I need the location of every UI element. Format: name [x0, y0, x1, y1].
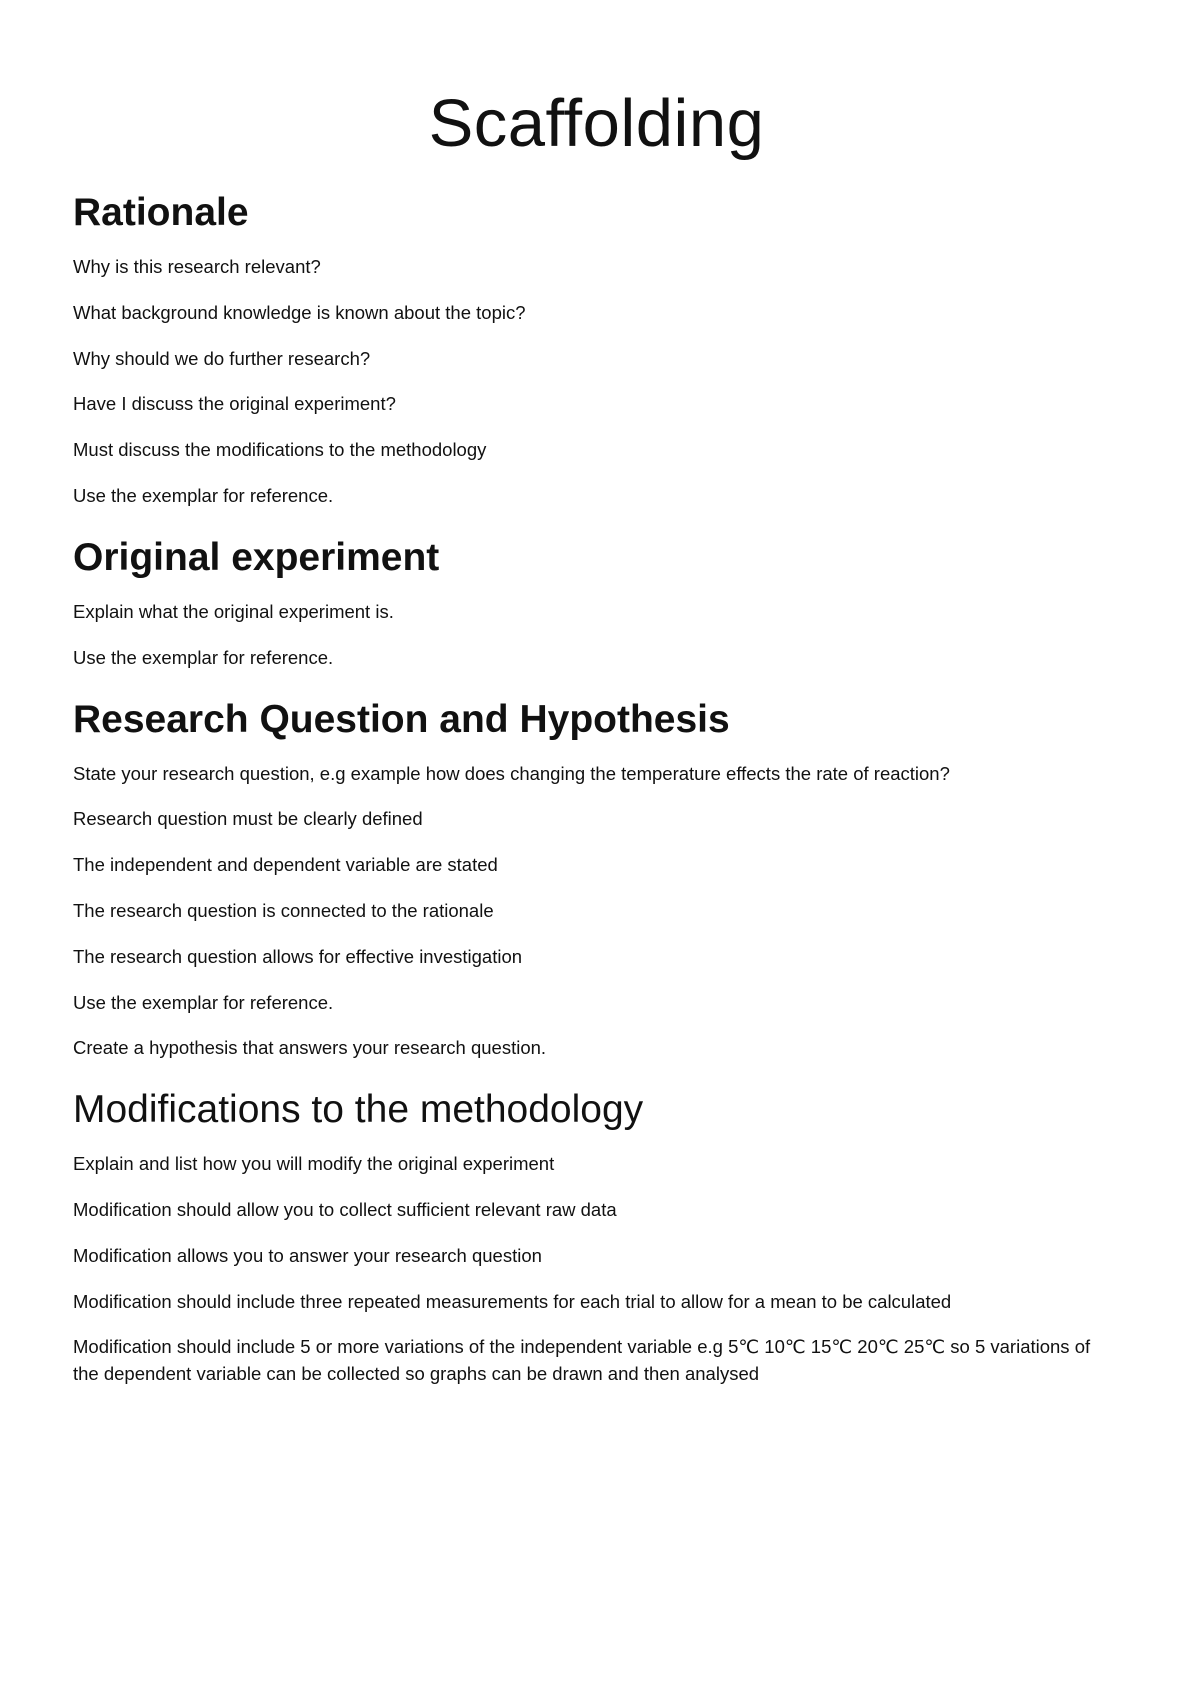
paragraph: What background knowledge is known about the topic? — [73, 301, 526, 323]
paragraph: Create a hypothesis that answers your research question. — [73, 1037, 547, 1059]
paragraph: Explain and list how you will modify the original experiment — [73, 1153, 555, 1175]
paragraph: Use the exemplar for reference. — [73, 646, 334, 668]
paragraph: The research question is connected to the rationale — [73, 899, 494, 921]
paragraph: Use the exemplar for reference. — [73, 485, 334, 507]
section-body-research-question — [73, 761, 1120, 1063]
paragraph: The research question allows for effective investigation — [73, 945, 523, 967]
paragraph: Explain what the original experiment is. — [73, 600, 394, 622]
paragraph: Use the exemplar for reference. — [73, 991, 334, 1013]
paragraph: Why should we do further research? — [73, 347, 371, 369]
paragraph: Why is this research relevant? — [73, 256, 321, 277]
paragraph: Have I discuss the original experiment? — [73, 393, 396, 415]
document-title: Scaffolding — [428, 86, 765, 161]
section-body-rationale — [73, 254, 1120, 510]
paragraph: Modification allows you to answer your research question — [73, 1244, 542, 1266]
section-heading-research-question: Research Question and Hypothesis — [73, 697, 730, 741]
section-heading-modifications: Modifications to the methodology — [73, 1088, 644, 1132]
paragraph: Modification should allow you to collect sufficient relevant raw data — [73, 1199, 617, 1220]
paragraph: Modification should include three repeated measurements for each trial to allow for a mean to be calculated — [73, 1290, 952, 1312]
paragraph: State your research question, e.g example how does changing the temperature effects the rate of reaction? — [73, 762, 950, 784]
paragraph: Must discuss the modifications to the methodology — [73, 439, 487, 461]
section-heading-original-experiment: Original experiment — [73, 535, 440, 579]
section-heading-rationale: Rationale — [73, 191, 249, 234]
section-body-original-experiment — [73, 599, 1120, 672]
paragraph: Modification should include 5 or more variations of the independent variable e.g 5℃ 10℃ 15℃ 20℃ 25℃ so 5 variations of the dependent variable can be collected so graphs can be drawn and then analysed — [73, 1336, 1091, 1385]
paragraph: The independent and dependent variable are stated — [73, 854, 498, 876]
section-body-modifications — [73, 1151, 1120, 1388]
paragraph: Research question must be clearly defined — [73, 808, 423, 830]
